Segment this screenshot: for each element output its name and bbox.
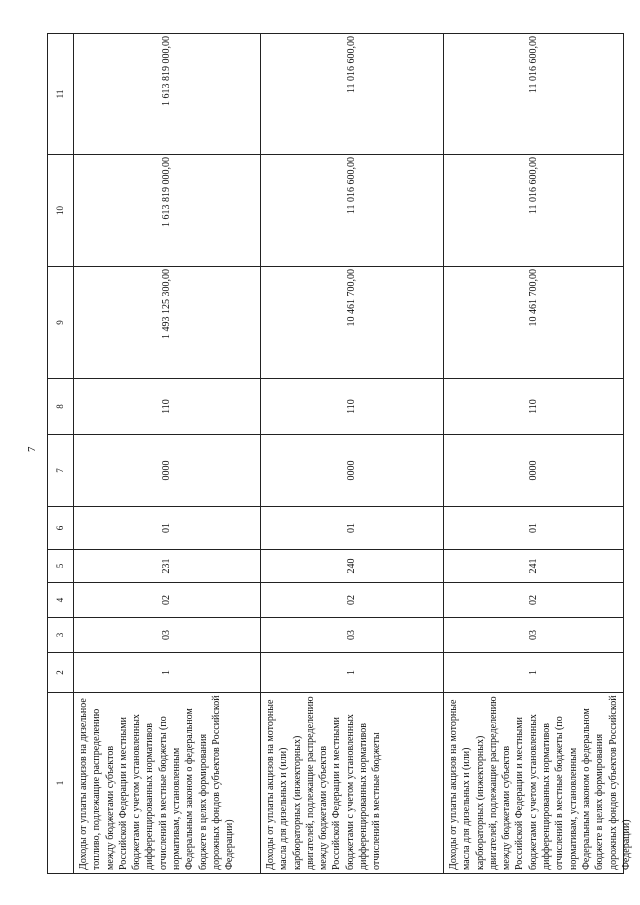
code-cell: 1 [74,652,261,692]
code-cell: 1 [444,652,624,692]
column-header: 6 [48,506,74,549]
code-cell: 01 [261,506,444,549]
column-header: 4 [48,582,74,617]
amount-cell: 10 461 700,00 [261,266,444,378]
code-cell: 02 [444,582,624,617]
amount-cell: 1 613 819 000,00 [74,33,261,154]
code-cell: 02 [74,582,261,617]
code-cell: 01 [444,506,624,549]
page-number: 7 [26,446,38,452]
code-cell: 241 [444,549,624,582]
column-header: 9 [48,266,74,378]
amount-cell: 1 613 819 000,00 [74,154,261,266]
code-cell: 1 [261,652,444,692]
row-description: Доходы от уплаты акцизов на моторные масла для дизельных и (или) карбюраторных (инжекторных) двигателей, подлежащие распределению между бюджетами субъектов Российской Федерации и местными бюджетами с учетом установленных дифференцированных нормативов отчислений в местные бюджеты [261,692,444,873]
amount-cell: 11 016 600,00 [444,33,624,154]
code-cell: 03 [444,617,624,652]
column-header: 7 [48,434,74,506]
code-cell: 0000 [444,434,624,506]
code-cell: 01 [74,506,261,549]
row-description: Доходы от уплаты акцизов на моторные масла для дизельных и (или) карбюраторных (инжекторных) двигателей, подлежащие распределению между бюджетами субъектов Российской Федерации и местными бюджетами с учетом установленных дифференцированных нормативов отчислений в местные бюджеты (по нормативам, установленным Федеральным законом о федеральном бюджете в целях формирования дорожных фондов субъектов Российской Федерации) [444,692,624,873]
amount-cell: 11 016 600,00 [261,154,444,266]
amount-cell: 1 493 125 300,00 [74,266,261,378]
code-cell: 231 [74,549,261,582]
column-header: 8 [48,378,74,434]
code-cell: 0000 [74,434,261,506]
code-cell: 110 [261,378,444,434]
column-header: 2 [48,652,74,692]
revenue-table [47,33,632,874]
column-header: 10 [48,154,74,266]
amount-cell: 11 016 600,00 [261,33,444,154]
column-header: 3 [48,617,74,652]
column-header: 5 [48,549,74,582]
column-header: 1 [48,692,74,873]
code-cell: 03 [74,617,261,652]
code-cell: 02 [261,582,444,617]
amount-cell: 11 016 600,00 [444,154,624,266]
code-cell: 0000 [261,434,444,506]
amount-cell: 10 461 700,00 [444,266,624,378]
row-description: Доходы от уплаты акцизов на дизельное топливо, подлежащие распределению между бюджетами субъектов Российской Федерации и местными бюджетами с учетом установленных дифференцированных нормативов отчислений в местные бюджеты (по нормативам, установленным Федеральным законом о федеральном бюджете в целях формирования дорожных фондов субъектов Российской Федерации) [74,692,261,873]
code-cell: 240 [261,549,444,582]
code-cell: 03 [261,617,444,652]
column-header: 11 [48,33,74,154]
code-cell: 110 [444,378,624,434]
code-cell: 110 [74,378,261,434]
